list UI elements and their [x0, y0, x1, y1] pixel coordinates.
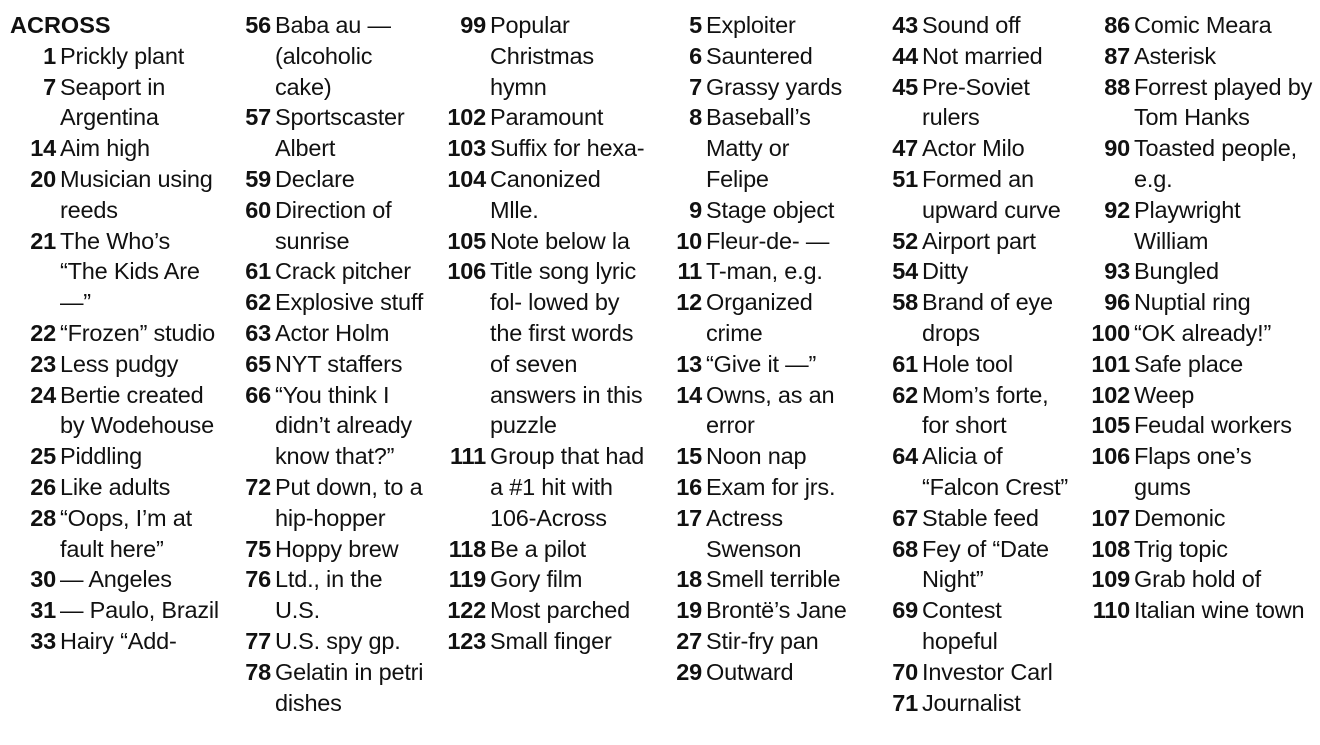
clue-text: “OK already!”: [1134, 319, 1272, 346]
clue-number: 105: [447, 227, 486, 254]
clue-text: Stir-fry pan: [706, 627, 819, 654]
clue-text: T-man, e.g.: [706, 258, 823, 285]
clue-number: 30: [30, 566, 56, 593]
clue-text: Contest hopeful: [922, 597, 1002, 654]
clue-number: 100: [1091, 319, 1130, 346]
clue-item: [880, 133, 1080, 164]
clue-number: 28: [30, 504, 56, 531]
clue-text: Suffix for hexa-: [490, 135, 645, 162]
clue-item: [668, 626, 858, 657]
clue-item: [880, 72, 1080, 134]
clue-text: Direction of sunrise: [275, 196, 392, 254]
clue-item: [668, 472, 858, 503]
clue-number: 8: [689, 104, 702, 131]
clue-number: 75: [245, 535, 271, 562]
clue-item: [1084, 41, 1314, 72]
clue-text: Ditty: [922, 258, 969, 285]
clue-item: [880, 256, 1080, 287]
clue-item: [880, 41, 1080, 72]
clue-number: 12: [676, 289, 702, 316]
clue-item: [440, 102, 652, 133]
clue-number: 58: [892, 289, 918, 316]
clue-number: 16: [676, 473, 702, 500]
clue-number: 96: [1104, 289, 1130, 316]
clue-number: 24: [30, 381, 56, 408]
clue-item: [10, 164, 222, 226]
clue-number: 107: [1091, 504, 1130, 531]
clue-item: [880, 349, 1080, 380]
clue-text: Comic Meara: [1134, 12, 1272, 38]
clue-item: [668, 380, 858, 442]
clue-number: 25: [30, 443, 56, 470]
clue-item: [1084, 534, 1314, 565]
clue-text: Exam for jrs.: [706, 473, 836, 500]
clue-item: [1084, 72, 1314, 134]
clue-column-2: [238, 10, 430, 718]
clue-text: Hoppy brew: [275, 535, 399, 562]
clue-number: 43: [892, 12, 918, 38]
clue-item: [10, 226, 222, 318]
clue-text: Airport part: [922, 227, 1036, 254]
clue-item: [1084, 595, 1314, 626]
clue-number: 62: [245, 289, 271, 316]
section-heading-across: ACROSS: [10, 12, 111, 38]
clue-text: — Angeles: [60, 566, 172, 593]
clue-item: [10, 72, 222, 134]
clue-text: Be a pilot: [490, 535, 586, 562]
clue-number: 54: [892, 258, 918, 285]
clue-text: Brontë’s Jane: [706, 597, 847, 624]
clue-item: [668, 349, 858, 380]
clue-number: 45: [892, 73, 918, 100]
clue-text: Playwright William: [1134, 196, 1241, 254]
clue-text: Pre-Soviet rulers: [922, 73, 1030, 131]
clue-number: 44: [892, 42, 918, 69]
clue-item: [1084, 503, 1314, 534]
clue-item: [668, 441, 858, 472]
clue-item: [880, 657, 1080, 688]
clue-item: [668, 503, 858, 565]
clue-text: Owns, as an error: [706, 381, 835, 439]
clue-text: Title song lyric fol- lowed by the first words of seven answers in this puzzle: [490, 258, 643, 439]
clue-text: Sauntered: [706, 42, 813, 69]
clue-number: 56: [245, 12, 271, 38]
clue-text: Safe place: [1134, 350, 1244, 377]
clue-text: Exploiter: [706, 12, 796, 38]
clue-item: [440, 441, 652, 533]
clue-number: 103: [447, 135, 486, 162]
clue-text: NYT staffers: [275, 350, 403, 377]
clue-number: 47: [892, 135, 918, 162]
clue-item: [440, 226, 652, 257]
clue-number: 69: [892, 597, 918, 624]
clue-item: [238, 164, 430, 195]
clue-item: [238, 534, 430, 565]
clue-text: Fey of “Date Night”: [922, 535, 1049, 593]
clue-item: [1084, 256, 1314, 287]
clue-number: 68: [892, 535, 918, 562]
clue-number: 14: [676, 381, 702, 408]
clue-number: 33: [30, 627, 56, 654]
clue-number: 102: [447, 104, 486, 131]
clue-number: 92: [1104, 196, 1130, 223]
clue-number: 19: [676, 597, 702, 624]
clue-text: Actress Swenson: [706, 504, 802, 562]
clue-column-1: [10, 10, 222, 657]
clue-number: 72: [245, 473, 271, 500]
clue-item: [668, 595, 858, 626]
clue-number: 17: [676, 504, 702, 531]
clue-number: 13: [676, 350, 702, 377]
clue-item: [440, 534, 652, 565]
clue-number: 122: [447, 597, 486, 624]
clue-text: Trig topic: [1134, 535, 1228, 562]
clue-text: Smell terrible: [706, 566, 841, 593]
clue-text: — Paulo, Brazil: [60, 597, 219, 624]
clue-text: Forrest played by Tom Hanks: [1134, 73, 1313, 131]
clue-text: Baba au — (alcoholic cake): [275, 12, 391, 100]
clue-number: 7: [43, 73, 56, 100]
clue-text: U.S. spy gp.: [275, 627, 401, 654]
clue-text: Aim high: [60, 135, 150, 162]
clue-number: 123: [447, 627, 486, 654]
clue-item: [238, 318, 430, 349]
clue-item: [880, 503, 1080, 534]
clue-text: Brand of eye drops: [922, 289, 1053, 346]
clue-text: Piddling: [60, 443, 143, 470]
clue-text: Feudal workers: [1134, 412, 1292, 439]
clue-item: [238, 564, 430, 626]
clue-number: 51: [892, 165, 918, 192]
clue-item: [880, 226, 1080, 257]
clue-text: Paramount: [490, 104, 604, 131]
clue-text: Bungled: [1134, 258, 1219, 285]
clue-number: 6: [689, 42, 702, 69]
clue-text: Explosive stuff: [275, 289, 424, 316]
clue-number: 109: [1091, 566, 1130, 593]
clue-item: [880, 380, 1080, 442]
clue-number: 9: [689, 196, 702, 223]
clue-text: “Frozen” studio: [60, 319, 216, 346]
clue-item: [10, 472, 222, 503]
clue-number: 21: [30, 227, 56, 254]
clue-text: Fleur-de- —: [706, 227, 830, 254]
clue-item: [440, 626, 652, 657]
clue-text: Small finger: [490, 627, 612, 654]
clue-item: [238, 349, 430, 380]
clue-item: [238, 256, 430, 287]
clue-text: Nuptial ring: [1134, 289, 1251, 316]
clue-text: Seaport in Argentina: [60, 73, 166, 131]
clue-item: [10, 133, 222, 164]
clue-number: 60: [245, 196, 271, 223]
clue-number: 104: [447, 165, 486, 192]
clue-text: Sound off: [922, 12, 1021, 38]
clue-text: Grassy yards: [706, 73, 843, 100]
clue-text: Toasted people, e.g.: [1134, 135, 1297, 192]
clue-column-5: [880, 10, 1080, 718]
clue-item: [238, 102, 430, 164]
clue-number: 18: [676, 566, 702, 593]
clue-item: [440, 256, 652, 441]
clue-number: 20: [30, 165, 56, 192]
clue-text: Stage object: [706, 196, 835, 223]
clue-text: Put down, to a hip-hopper: [275, 473, 423, 531]
clue-item: [238, 380, 430, 472]
clue-text: Grab hold of: [1134, 566, 1261, 593]
clue-item: [10, 349, 222, 380]
clue-item: [238, 657, 430, 719]
clue-number: 106: [1091, 443, 1130, 470]
clue-number: 78: [245, 658, 271, 685]
clue-item: [440, 595, 652, 626]
clue-number: 63: [245, 319, 271, 346]
clue-text: Group that had a #1 hit with 106-Across: [490, 443, 644, 531]
clue-number: 88: [1104, 73, 1130, 100]
clue-item: [880, 688, 1080, 719]
clue-text: Asterisk: [1134, 42, 1216, 69]
clue-item: [10, 380, 222, 442]
clue-item: [668, 41, 858, 72]
clue-number: 29: [676, 658, 702, 685]
clue-item: [440, 10, 652, 102]
clue-item: [238, 626, 430, 657]
clue-item: [668, 226, 858, 257]
clue-item: [238, 10, 430, 102]
clue-number: 71: [892, 689, 918, 716]
clue-item: [10, 595, 222, 626]
clue-number: 61: [892, 350, 918, 377]
clue-text: Bertie created by Wodehouse: [60, 381, 214, 439]
clue-number: 11: [677, 258, 702, 285]
clue-item: [668, 564, 858, 595]
clue-item: [668, 256, 858, 287]
clue-text: Actor Milo: [922, 135, 1025, 162]
clue-number: 26: [30, 473, 56, 500]
clue-item: [668, 10, 858, 41]
clue-number: 52: [892, 227, 918, 254]
clue-text: Most parched: [490, 597, 630, 624]
clue-text: Popular Christmas hymn: [490, 12, 594, 100]
clue-item: [1084, 564, 1314, 595]
clue-item: [1084, 410, 1314, 441]
clue-number: 66: [245, 381, 271, 408]
clue-text: Actor Holm: [275, 319, 390, 346]
clue-item: [10, 564, 222, 595]
clue-item: [10, 41, 222, 72]
clue-text: Like adults: [60, 473, 171, 500]
clue-number: 1: [43, 42, 56, 69]
clue-number: 70: [892, 658, 918, 685]
clue-number: 10: [676, 227, 702, 254]
clue-text: Not married: [922, 42, 1043, 69]
clue-item: [440, 133, 652, 164]
clue-item: [668, 195, 858, 226]
clue-item: [1084, 349, 1314, 380]
clue-column-4: [668, 10, 858, 688]
clue-text: Stable feed: [922, 504, 1039, 531]
clue-number: 102: [1091, 381, 1130, 408]
clue-text: Canonized Mlle.: [490, 165, 601, 223]
clue-text: Flaps one’s gums: [1134, 443, 1252, 500]
clue-text: Note below la: [490, 227, 630, 254]
clue-number: 119: [448, 566, 486, 593]
clue-text: Ltd., in the U.S.: [275, 566, 383, 624]
clue-item: [10, 626, 222, 657]
clue-number: 7: [689, 73, 702, 100]
clue-text: Investor Carl: [922, 658, 1053, 685]
clue-number: 27: [676, 627, 702, 654]
clue-item: [238, 287, 430, 318]
clue-item: [1084, 380, 1314, 411]
clue-text: Hole tool: [922, 350, 1013, 377]
clue-number: 65: [245, 350, 271, 377]
clue-column-6: [1084, 10, 1314, 626]
clue-number: 110: [1092, 597, 1130, 624]
clue-number: 105: [1091, 412, 1130, 439]
clue-item: [1084, 195, 1314, 257]
clue-text: Organized crime: [706, 289, 813, 346]
clue-text: Formed an upward curve: [922, 165, 1061, 223]
clue-text: Prickly plant: [60, 42, 185, 69]
clue-number: 61: [245, 258, 271, 285]
clue-item: [440, 164, 652, 226]
clue-number: 87: [1104, 42, 1130, 69]
clue-text: Less pudgy: [60, 350, 179, 377]
clue-number: 118: [448, 535, 486, 562]
clue-item: [1084, 441, 1314, 503]
clue-text: Gory film: [490, 566, 583, 593]
clue-text: “You think I didn’t already know that?”: [275, 381, 412, 470]
clue-item: [238, 472, 430, 534]
clue-item: [668, 287, 858, 349]
clue-text: Mom’s forte, for short: [922, 381, 1049, 439]
clue-number: 86: [1104, 12, 1130, 38]
clue-number: 23: [30, 350, 56, 377]
clue-number: 22: [30, 319, 56, 346]
clue-item: [668, 657, 858, 688]
clue-number: 62: [892, 381, 918, 408]
clue-item: [880, 534, 1080, 596]
clue-item: [668, 72, 858, 103]
clue-number: 90: [1104, 135, 1130, 162]
clue-item: [10, 441, 222, 472]
clue-text: Hairy “Add-: [60, 627, 177, 654]
clue-text: Journalist: [922, 689, 1021, 716]
clue-number: 111: [449, 443, 486, 470]
clue-text: The Who’s “The Kids Are —”: [60, 227, 200, 316]
clue-number: 14: [30, 135, 56, 162]
clue-number: 5: [689, 12, 702, 38]
clue-text: Demonic: [1134, 504, 1226, 531]
clue-item: [880, 595, 1080, 657]
clue-text: “Oops, I’m at fault here”: [60, 504, 192, 562]
clue-item: [668, 102, 858, 194]
clue-number: 77: [245, 627, 271, 654]
clue-item: [10, 503, 222, 565]
clue-text: Noon nap: [706, 443, 807, 470]
clue-item: [880, 10, 1080, 41]
clue-number: 76: [245, 566, 271, 593]
clue-text: “Give it —”: [706, 350, 817, 377]
clue-text: Sportscaster Albert: [275, 104, 405, 162]
clue-item: [880, 287, 1080, 349]
clue-number: 15: [676, 443, 702, 470]
clue-item: [880, 164, 1080, 226]
clue-number: 64: [892, 443, 918, 470]
clue-number: 31: [30, 597, 56, 624]
clue-column-3: [440, 10, 652, 657]
clue-item: [880, 441, 1080, 503]
clue-number: 59: [245, 165, 271, 192]
clue-item: [1084, 133, 1314, 195]
clue-text: Crack pitcher: [275, 258, 411, 285]
clue-text: Gelatin in petri dishes: [275, 658, 424, 716]
clue-number: 108: [1091, 535, 1130, 562]
clue-text: Italian wine town: [1134, 597, 1305, 624]
clue-item: [440, 564, 652, 595]
clue-text: Weep: [1134, 381, 1195, 408]
clue-number: 93: [1104, 258, 1130, 285]
clue-number: 101: [1091, 350, 1130, 377]
clue-number: 57: [245, 104, 271, 131]
clue-item: [1084, 10, 1314, 41]
clue-text: Baseball’s Matty or Felipe: [706, 104, 811, 192]
clue-item: [10, 318, 222, 349]
clue-item: [1084, 318, 1314, 349]
clue-item: [1084, 287, 1314, 318]
clue-number: 67: [892, 504, 918, 531]
clue-text: Declare: [275, 165, 355, 192]
clue-item: [238, 195, 430, 257]
clue-text: Outward: [706, 658, 794, 685]
clue-number: 99: [460, 12, 486, 38]
clue-text: Musician using reeds: [60, 165, 213, 223]
clue-number: 106: [447, 258, 486, 285]
clue-text: Alicia of “Falcon Crest”: [922, 443, 1069, 500]
